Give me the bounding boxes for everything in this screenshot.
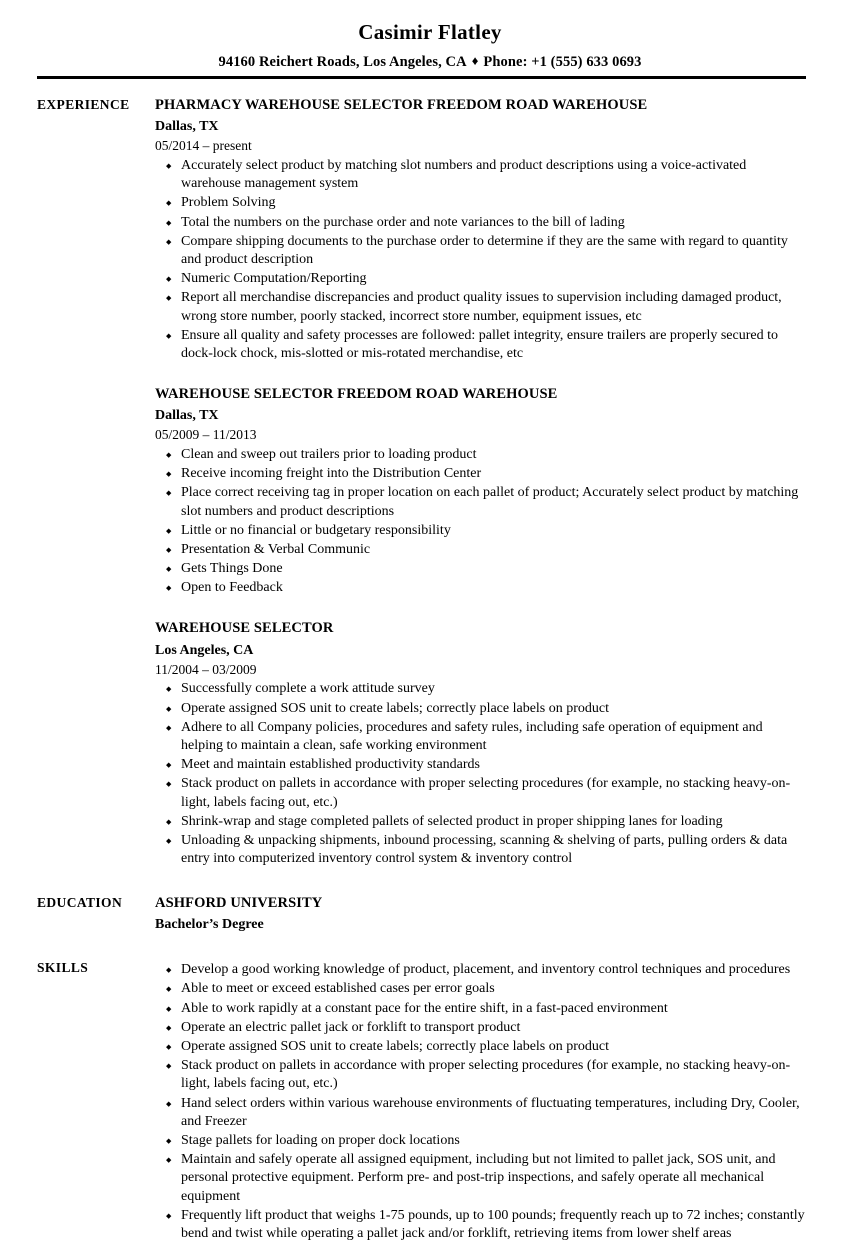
- job-title: PHARMACY WAREHOUSE SELECTOR FREEDOM ROAD WAREHOUSE: [155, 97, 648, 114]
- job-bullet-list: [155, 680, 806, 868]
- job-bullet: ◆ Ensure all quality and safety processes are followed: pallet integrity, ensure trailers are properly secured to dock-lock chock, mis-slotted or mis-rotated merchandise, etc: [155, 327, 806, 363]
- job-bullet: ◆ Receive incoming freight into the Distribution Center: [155, 465, 806, 483]
- contact-phone: Phone: +1 (555) 633 0693: [483, 54, 642, 71]
- education-item: [155, 894, 806, 935]
- skill-bullet: ◆ Develop a good working knowledge of product, placement, and inventory control techniques and procedures: [155, 961, 806, 979]
- job-bullet: ◆ Meet and maintain established productivity standards: [155, 756, 806, 774]
- job-title: WAREHOUSE SELECTOR: [155, 620, 334, 637]
- spacer-experience-education: [37, 868, 806, 894]
- education-degree: Bachelor’s Degree: [155, 917, 264, 933]
- header-divider: [37, 76, 806, 79]
- job-dates: 11/2004 – 03/2009: [155, 661, 257, 677]
- job-bullet: ◆ Report all merchandise discrepancies and product quality issues to supervision including damaged product, wrong store number, poorly stacked, incorrect store number, equipment issues, etc: [155, 289, 806, 325]
- experience-item: [155, 96, 806, 363]
- job-location: Dallas, TX: [155, 408, 219, 424]
- job-bullet: ◆ Successfully complete a work attitude survey: [155, 680, 806, 698]
- job-bullet: ◆ Little or no financial or budgetary responsibility: [155, 522, 806, 540]
- job-title: WAREHOUSE SELECTOR FREEDOM ROAD WAREHOUSE: [155, 386, 558, 403]
- contact-line: [0, 53, 860, 71]
- job-bullet: ◆ Operate assigned SOS unit to create labels; correctly place labels on product: [155, 700, 806, 718]
- skill-bullet: ◆ Operate an electric pallet jack or forklift to transport product: [155, 1019, 806, 1037]
- skill-bullet: ◆ Operate assigned SOS unit to create labels; correctly place labels on product: [155, 1038, 806, 1056]
- experience-item: [155, 385, 806, 597]
- job-bullet: ◆ Gets Things Done: [155, 560, 806, 578]
- job-bullet: ◆ Open to Feedback: [155, 579, 806, 597]
- job-bullet: ◆ Numeric Computation/Reporting: [155, 270, 806, 288]
- job-bullet: ◆ Adhere to all Company policies, procedures and safety rules, including safe operation of equipment and helping to maintain a clean, safe working environment: [155, 719, 806, 755]
- spacer-education-skills: [37, 935, 806, 959]
- skills-list-wrap: [155, 959, 806, 1240]
- job-dates: 05/2014 – present: [155, 138, 252, 154]
- section-label-education: EDUCATION: [37, 895, 123, 911]
- skill-bullet: ◆ Frequently lift product that weighs 1-75 pounds, up to 100 pounds; frequently reach up to 72 inches; constantly bend and twist while operating a pallet jack and/or forklift, retrieving items from lower shelf areas: [155, 1207, 806, 1240]
- candidate-name: Casimir Flatley: [358, 20, 502, 44]
- section-label-skills: SKILLS: [37, 960, 89, 976]
- diamond-separator-icon: ♦: [471, 53, 479, 69]
- resume-header: [0, 0, 860, 79]
- experience-list: [155, 96, 806, 868]
- section-skills: [37, 959, 806, 1240]
- job-bullet: ◆ Presentation & Verbal Communic: [155, 541, 806, 559]
- resume-content: [0, 96, 860, 1240]
- skill-bullet: ◆ Maintain and safely operate all assigned equipment, including but not limited to pallet jack, SOS unit, and personal protective equipment. Perform pre- and post-trip inspections, and safely operate all mechanical equipment: [155, 1151, 806, 1206]
- job-bullet: ◆ Total the numbers on the purchase order and note variances to the bill of lading: [155, 214, 806, 232]
- skill-bullet: ◆ Stage pallets for loading on proper dock locations: [155, 1132, 806, 1150]
- skill-bullet: ◆ Able to meet or exceed established cases per error goals: [155, 980, 806, 998]
- job-bullet: ◆ Problem Solving: [155, 194, 806, 212]
- skill-bullet: ◆ Able to work rapidly at a constant pace for the entire shift, in a fast-paced environment: [155, 1000, 806, 1018]
- job-bullet-list: [155, 446, 806, 598]
- skills-bullet-list: [155, 961, 806, 1240]
- education-list: [155, 894, 806, 935]
- job-location: Dallas, TX: [155, 119, 219, 135]
- job-bullet-list: [155, 157, 806, 363]
- section-education: [37, 894, 806, 935]
- section-label-experience: EXPERIENCE: [37, 97, 130, 113]
- skill-bullet: ◆ Stack product on pallets in accordance with proper selecting procedures (for example, no stacking heavy-on-light, labels facing out, etc.): [155, 1057, 806, 1093]
- contact-address: 94160 Reichert Roads, Los Angeles, CA: [218, 54, 467, 71]
- skill-bullet: ◆ Hand select orders within various warehouse environments of fluctuating temperatures, including Dry, Cooler, and Freezer: [155, 1095, 806, 1131]
- job-dates: 05/2009 – 11/2013: [155, 427, 257, 443]
- job-bullet: ◆ Stack product on pallets in accordance with proper selecting procedures (for example, no stacking heavy-on-light, labels facing out, etc.): [155, 775, 806, 811]
- education-school: ASHFORD UNIVERSITY: [155, 895, 323, 912]
- section-experience: [37, 96, 806, 868]
- job-bullet: ◆ Accurately select product by matching slot numbers and product descriptions using a voice-activated warehouse management system: [155, 157, 806, 193]
- experience-item: [155, 619, 806, 868]
- job-bullet: ◆ Shrink-wrap and stage completed pallets of selected product in proper shipping lanes for loading: [155, 813, 806, 831]
- job-bullet: ◆ Compare shipping documents to the purchase order to determine if they are the same with regard to quantity and product description: [155, 233, 806, 269]
- job-bullet: ◆ Clean and sweep out trailers prior to loading product: [155, 446, 806, 464]
- job-bullet: ◆ Unloading & unpacking shipments, inbound processing, scanning & shelving of parts, pulling orders & data entry into computerized inventory control system & inventory control: [155, 832, 806, 868]
- job-bullet: ◆ Place correct receiving tag in proper location on each pallet of product; Accurately select product by matching slot numbers and product descriptions: [155, 484, 806, 520]
- job-location: Los Angeles, CA: [155, 642, 254, 658]
